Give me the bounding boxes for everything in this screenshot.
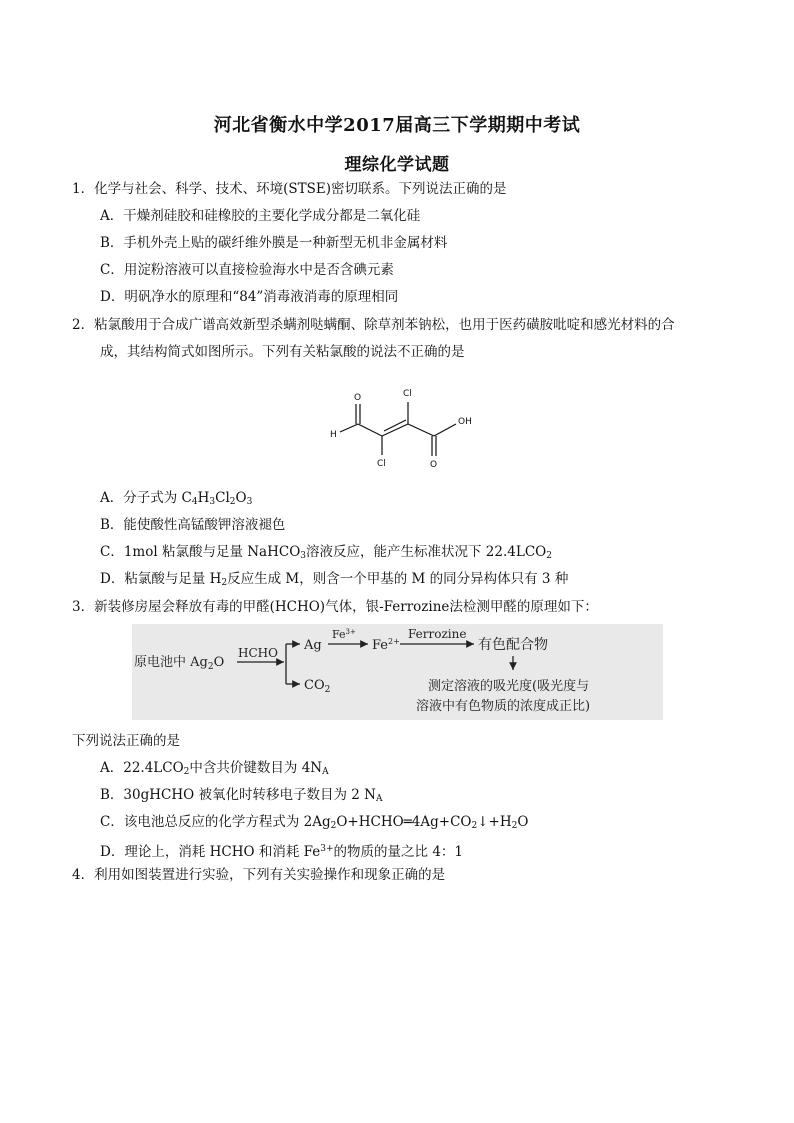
mucochloric-acid-structure [318, 378, 498, 473]
question-3-option-b: B．30gHCHO 被氧化时转移电子数目为 2 $N_A$ [100, 787, 383, 804]
scheme-co2-label: $CO_2$ [304, 678, 331, 695]
question-3-stem: 3．新装修房屋会释放有毒的甲醛(HCHO)气体，银-Ferrozine法检测甲醛的原理如下： [72, 599, 598, 615]
atom-label-cl-bottom: Cl [377, 459, 386, 469]
scheme-measure-line2: 溶液中有色物质的浓度成正比) [416, 699, 591, 714]
atom-label-cl-top: Cl [403, 389, 412, 399]
exam-title: 河北省衡水中学2017届高三下学期期中考试 [213, 115, 581, 136]
question-2-option-b: B．能使酸性高锰酸钾溶液褪色 [100, 517, 286, 533]
question-1-option-a: A．干燥剂硅胶和硅橡胶的主要化学成分都是二氧化硅 [100, 208, 421, 224]
scheme-ag-label: Ag [304, 638, 322, 653]
question-1-option-b: B．手机外壳上贴的碳纤维外膜是一种新型无机非金属材料 [100, 235, 448, 251]
question-3-option-a: A．$22.4LCO_2$中含共价键数目为 $4N_A$ [100, 760, 329, 777]
question-2-stem-line2: 成，其结构简式如图所示。下列有关粘氯酸的说法不正确的是 [100, 344, 465, 360]
question-2-option-c: C．1mol 粘氯酸与足量 NaHCO$_3$溶液反应，能产生标准状况下 $22.4LCO_2$ [100, 544, 552, 561]
question-3-option-c: C．该电池总反应的化学方程式为 $2Ag_2O+HCHO═4Ag+CO_2↓+H_2O$ [100, 814, 529, 831]
question-1-stem: 1．化学与社会、科学、技术、环境(STSE)密切联系。下列说法正确的是 [72, 181, 507, 197]
question-2-option-d: D．粘氯酸与足量 $H_2$反应生成 M，则含一个甲基的 M 的同分异构体只有 3 种 [100, 571, 569, 588]
question-3-lead: 下列说法正确的是 [72, 733, 180, 749]
atom-label-o-carbonyl: O [430, 460, 438, 470]
scheme-fe2-label: $Fe^{2+}$ [372, 637, 400, 653]
question-1-option-c: C．用淀粉溶液可以直接检验海水中是否含碘元素 [100, 262, 394, 278]
scheme-start-label: 原电池中 $Ag_2O$ [134, 655, 225, 672]
atom-label-o-aldehyde: O [354, 393, 362, 403]
question-2-stem-line1: 2．粘氯酸用于合成广谱高效新型杀螨剂哒螨酮、除草剂苯钠松，也用于医药磺胺吡啶和感光材料的合 [72, 317, 675, 333]
scheme-complex-label: 有色配合物 [478, 637, 548, 653]
scheme-hcho-label: HCHO [238, 646, 278, 660]
question-3-option-d: D．理论上，消耗 HCHO 和消耗 $Fe^{3+}$的物质的量之比 4：1 [100, 844, 464, 860]
scheme-ferrozine-label: Ferrozine [408, 627, 467, 641]
detection-scheme-figure [132, 624, 663, 720]
question-4-stem: 4．利用如图装置进行实验，下列有关实验操作和现象正确的是 [72, 867, 446, 883]
scheme-fe3-label: $Fe^{3+}$ [332, 628, 356, 641]
exam-subtitle: 理综化学试题 [344, 155, 450, 175]
scheme-measure-line1: 测定溶液的吸光度(吸光度与 [428, 679, 590, 694]
atom-label-h: H [330, 430, 337, 440]
question-2-option-a: A．分子式为 $C_4H_3Cl_2O_3$ [100, 490, 253, 507]
question-1-option-d: D．明矾净水的原理和“84”消毒液消毒的原理相同 [100, 289, 399, 305]
atom-label-oh: OH [458, 417, 472, 427]
